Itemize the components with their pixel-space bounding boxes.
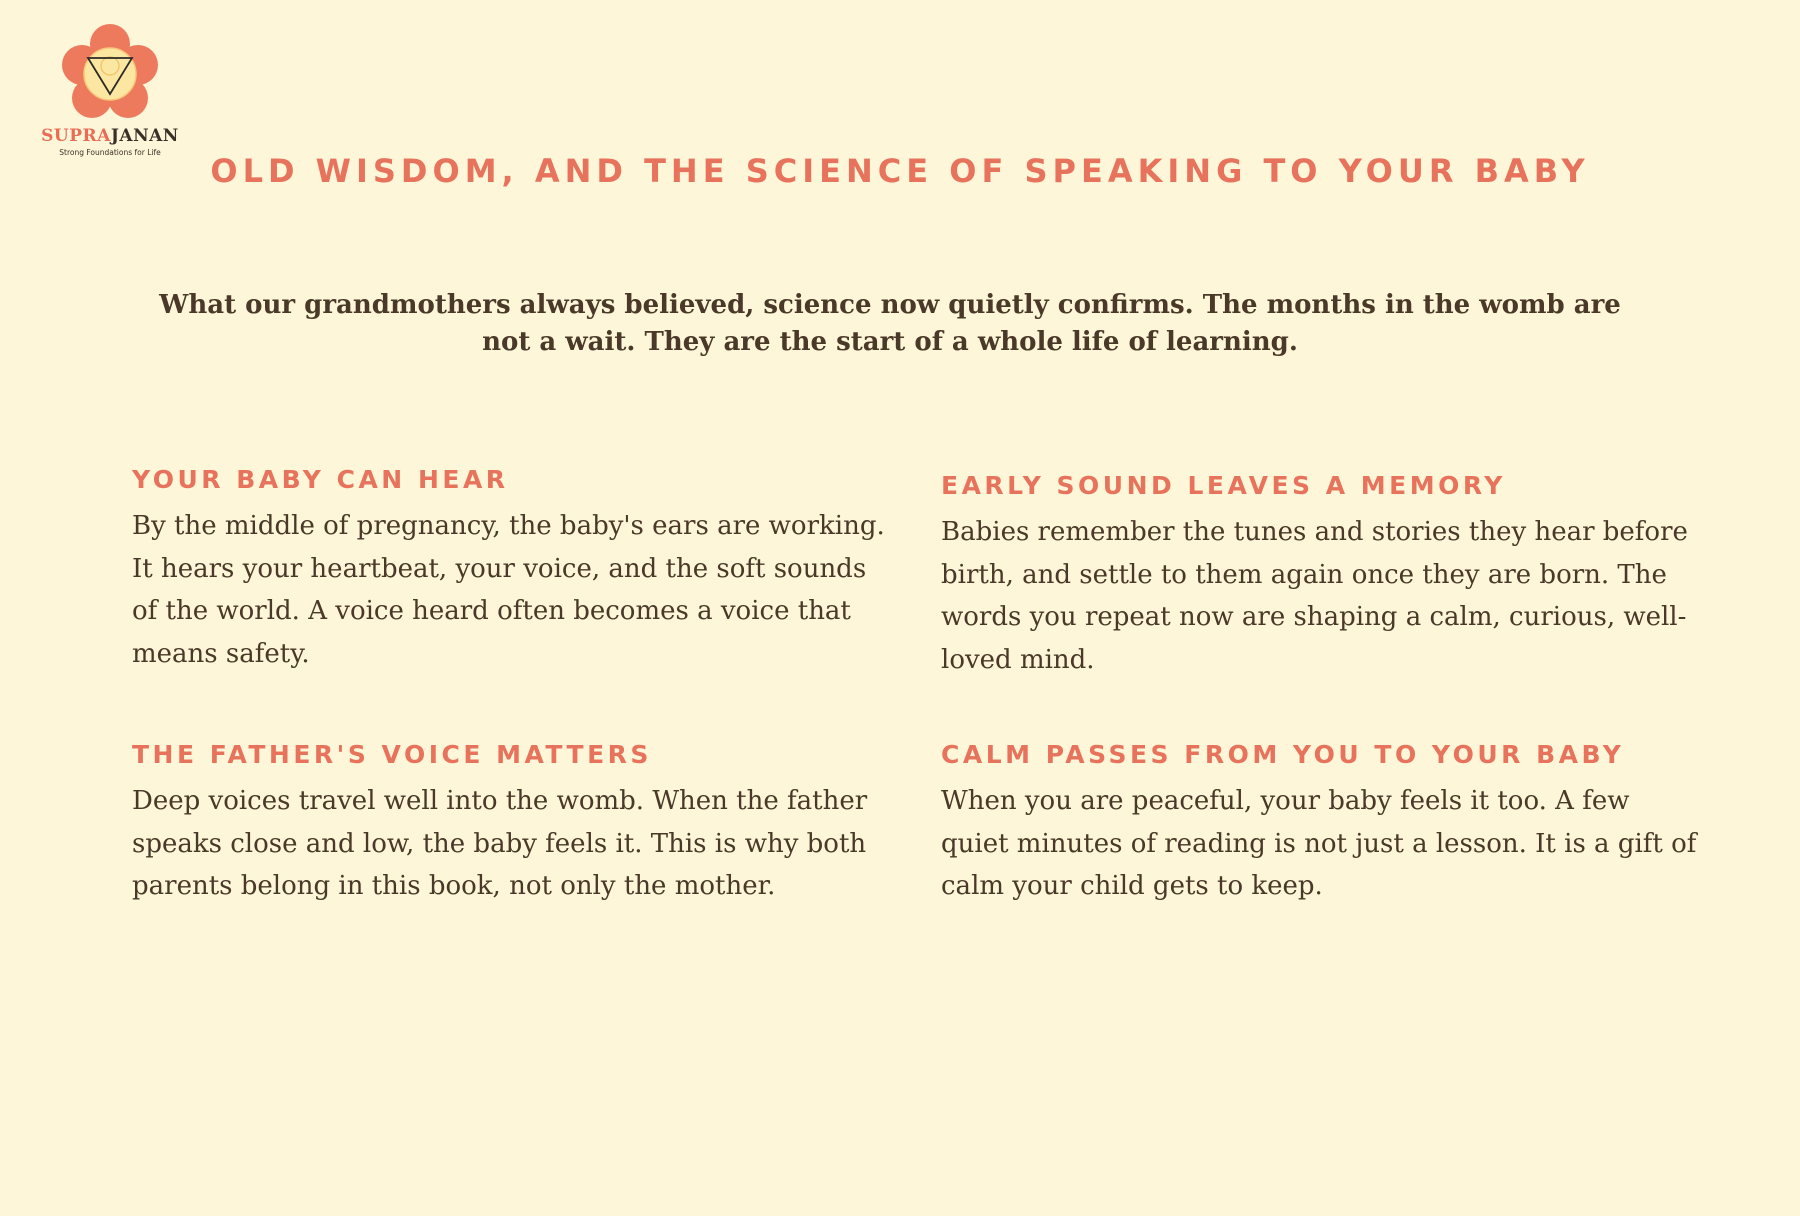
section-baby-can-hear (132, 463, 892, 675)
brand-logo (40, 22, 180, 162)
brand-name (40, 128, 180, 145)
section-body: By the middle of pregnancy, the baby's ears are working. It hears your heartbeat, your voice, and the soft sounds of the world. A voice heard often becomes a voice that means safety. (132, 511, 885, 669)
section-heading: EARLY SOUND LEAVES A MEMORY (941, 471, 1506, 500)
lotus-triangle-icon (58, 22, 162, 126)
section-early-sound-memory (941, 469, 1701, 681)
section-body: Babies remember the tunes and stories they hear before birth, and settle to them again once they are born. The words you repeat now are shaping a calm, curious, well-loved mind. (941, 517, 1688, 675)
section-heading: CALM PASSES FROM YOU TO YOUR BABY (941, 740, 1625, 769)
section-body: Deep voices travel well into the womb. When the father speaks close and low, the baby feels it. This is why both parents belong in this book, not only the mother. (132, 786, 868, 901)
section-heading: THE FATHER'S VOICE MATTERS (132, 740, 652, 769)
brand-name-part1: SUPRA (41, 126, 111, 146)
brand-tagline: Strong Foundations for Life (59, 148, 161, 157)
section-heading: YOUR BABY CAN HEAR (132, 465, 509, 494)
brand-name-part2: JANAN (110, 126, 179, 146)
section-calm-passes (941, 738, 1701, 908)
section-body: When you are peaceful, your baby feels it too. A few quiet minutes of reading is not just a lesson. It is a gift of calm your child gets to keep. (941, 786, 1697, 901)
intro-paragraph: What our grandmothers always believed, science now quietly confirms. The months in the womb are not a wait. They are the start of a whole life of learning. (159, 290, 1621, 357)
section-fathers-voice (132, 738, 892, 908)
page-title: OLD WISDOM, AND THE SCIENCE OF SPEAKING TO YOUR BABY (210, 152, 1590, 190)
